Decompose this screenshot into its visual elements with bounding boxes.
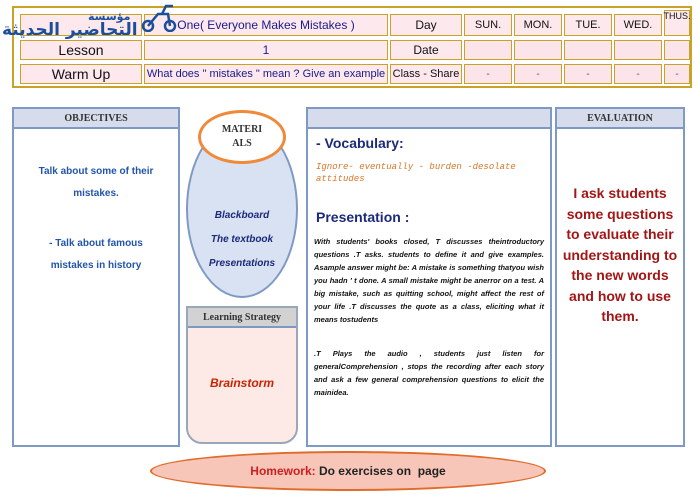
unit-value-cell [144,14,388,36]
warmup-label-cell [20,64,142,84]
presentation-panel [306,107,552,447]
class-label: Class - Share [392,68,460,80]
logo-subtitle: مؤسسة [88,10,131,23]
day-label-cell [390,14,462,36]
warmup-value-cell [144,64,388,84]
learning-strategy-value: Brainstorm [209,376,274,390]
date-sun [464,40,512,60]
publisher-logo [0,2,180,44]
presentation-header-bar [308,109,550,129]
homework-oval [150,451,546,491]
day-wed: WED. [614,14,662,36]
homework-text: Do exercises on page [315,464,446,478]
lesson-value: 1 [262,43,270,57]
unit-value: One( Everyone Makes Mistakes ) [177,18,355,32]
date-label: Date [413,43,439,57]
class-label-cell [390,64,462,84]
day-label: Day [415,18,437,32]
evaluation-panel [555,107,685,447]
objectives-panel [12,107,180,447]
vocabulary-title: - Vocabulary: [316,135,404,151]
materials-title: MATERI ALS [198,110,286,164]
material-textbook: The textbook [210,234,274,245]
class-tue: - [564,64,612,84]
day-sun: SUN. [464,14,512,36]
learning-strategy-panel [186,306,298,444]
date-mon [514,40,562,60]
class-wed: - [614,64,662,84]
class-sun: - [464,64,512,84]
presentation-paragraph-1: With students' books closed, T discusses theintroductory questions .T asks. students to define it and give examples. Asample answer might be: A mistake is something thatyou wish you hadn ' t done. A small mistake might be anerror on a test. A big mistake, such as quitting school, might affect the rest of your life .T discusses the quote as a class, eliciting what it means tostudents [314,237,544,324]
evaluation-text: I ask students some questions to evaluate their understanding to the new words and how to use them. [562,185,678,324]
learning-strategy-title: Learning Strategy [188,308,296,328]
material-blackboard: Blackboard [214,210,270,221]
warmup-label: Warm Up [51,66,111,82]
day-thus: THUS. [664,10,690,36]
scooter-icon [140,4,178,32]
warmup-value: What does " mistakes " mean ? Give an example [146,68,386,80]
presentation-paragraph-2: .T Plays the audio , students just listen for generalComprehension , stops the recording after each story and ask a few general comprehension questions to elicit the mainidea. [314,349,544,397]
logo-title: التحاضير الحديثة [2,20,138,40]
objective-2: - Talk about famous mistakes in history [49,238,143,271]
lesson-label: Lesson [58,42,104,58]
presentation-title: Presentation : [316,209,410,225]
class-thus: - [664,64,690,84]
material-presentations: Presentations [208,258,276,269]
day-mon: MON. [514,14,562,36]
date-wed [614,40,662,60]
evaluation-title: EVALUATION [557,109,683,129]
date-thus [664,40,690,60]
day-tue: TUE. [564,14,612,36]
homework-label: Homework: [250,464,316,478]
objectives-title: OBJECTIVES [14,109,178,129]
date-tue [564,40,612,60]
vocabulary-words: Ignore- eventually - burden -desolate attitudes [316,162,516,184]
lesson-value-cell [144,40,388,60]
objective-1: Talk about some of their mistakes. [38,166,154,199]
date-label-cell [390,40,462,60]
class-mon: - [514,64,562,84]
